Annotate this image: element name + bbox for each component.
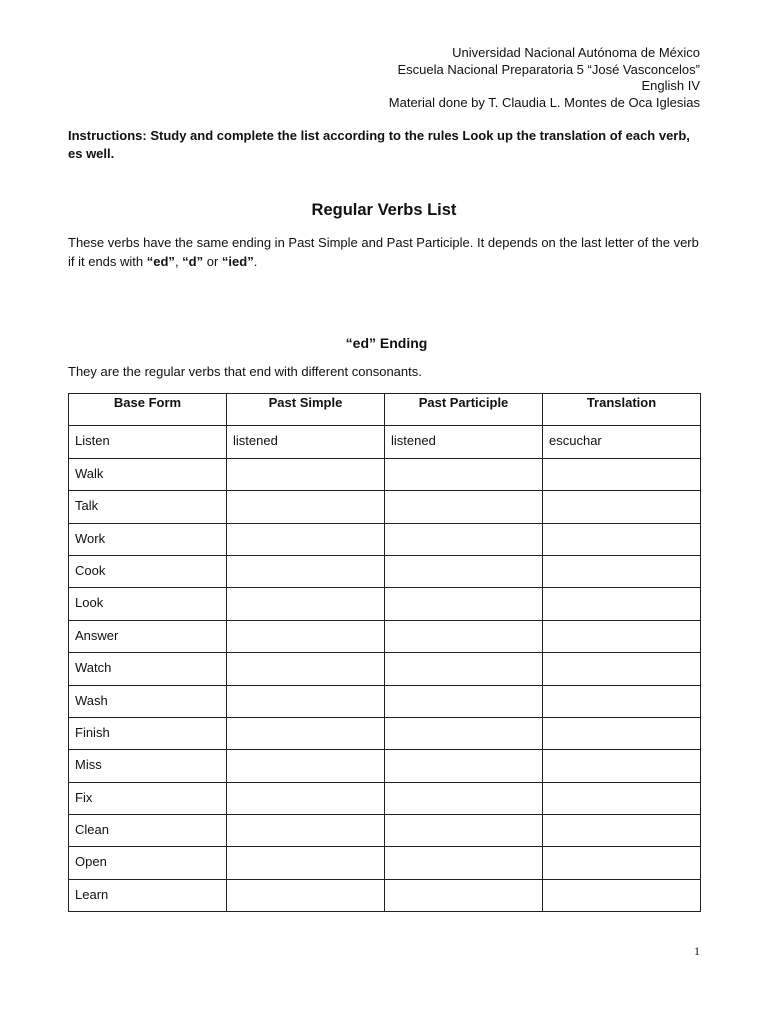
past-participle-cell[interactable] (385, 458, 543, 490)
base-form-cell: Open (69, 847, 227, 879)
past-participle-cell[interactable] (385, 685, 543, 717)
translation-cell[interactable] (543, 815, 701, 847)
table-row (69, 588, 701, 620)
past-simple-cell[interactable] (227, 620, 385, 652)
base-form-cell: Answer (69, 620, 227, 652)
course-name: English IV (641, 78, 700, 93)
table-row (69, 523, 701, 555)
translation-cell[interactable] (543, 458, 701, 490)
base-form-cell: Fix (69, 782, 227, 814)
base-form-cell: Clean (69, 815, 227, 847)
base-form-cell: Work (69, 523, 227, 555)
translation-cell[interactable] (543, 879, 701, 911)
table-row (69, 555, 701, 587)
base-form-cell: Listen (69, 426, 227, 458)
university-name: Universidad Nacional Autónoma de México (452, 45, 700, 60)
section-description: They are the regular verbs that end with different consonants. (68, 364, 422, 379)
past-participle-cell[interactable] (385, 491, 543, 523)
ending-ied: “ied” (221, 254, 254, 269)
translation-cell[interactable] (543, 653, 701, 685)
past-simple-cell[interactable] (227, 523, 385, 555)
table-row (69, 750, 701, 782)
translation-cell[interactable] (543, 523, 701, 555)
past-participle-cell[interactable] (385, 620, 543, 652)
past-participle-cell[interactable] (385, 782, 543, 814)
document-header (389, 45, 700, 111)
past-participle-cell[interactable] (385, 653, 543, 685)
instructions: Instructions: Study and complete the list according to the rules Look up the translation of each verb, es well. (68, 128, 690, 161)
past-participle-cell[interactable] (385, 523, 543, 555)
intro-or: or (203, 254, 222, 269)
past-simple-cell[interactable] (227, 879, 385, 911)
page-number: 1 (694, 944, 700, 958)
intro-text: These verbs have the same ending in Past Simple and Past Participle. It depends on the last letter of the verb if it ends with (68, 235, 699, 269)
table-row (69, 426, 701, 458)
past-participle-cell[interactable] (385, 815, 543, 847)
past-simple-cell[interactable] (227, 458, 385, 490)
translation-cell[interactable] (543, 588, 701, 620)
past-simple-cell[interactable] (227, 782, 385, 814)
header-past-participle: Past Participle (385, 394, 543, 426)
past-simple-cell[interactable] (227, 717, 385, 749)
translation-cell[interactable] (543, 782, 701, 814)
base-form-cell: Cook (69, 555, 227, 587)
base-form-cell: Look (69, 588, 227, 620)
past-simple-cell[interactable] (227, 815, 385, 847)
translation-cell[interactable] (543, 555, 701, 587)
base-form-cell: Talk (69, 491, 227, 523)
intro-period: . (253, 254, 258, 269)
table-row (69, 815, 701, 847)
base-form-cell: Walk (69, 458, 227, 490)
past-participle-cell[interactable] (385, 847, 543, 879)
verbs-table (68, 393, 701, 912)
base-form-cell: Learn (69, 879, 227, 911)
intro-paragraph (68, 233, 700, 271)
past-participle-cell[interactable] (385, 717, 543, 749)
past-simple-cell[interactable] (227, 653, 385, 685)
past-simple-cell[interactable] (227, 847, 385, 879)
past-simple-cell[interactable] (227, 555, 385, 587)
school-name: Escuela Nacional Preparatoria 5 “José Vasconcelos” (397, 61, 700, 77)
translation-cell[interactable] (543, 491, 701, 523)
table-header-row (69, 394, 701, 426)
page-title: Regular Verbs List (311, 201, 457, 219)
table-row (69, 717, 701, 749)
base-form-cell: Miss (69, 750, 227, 782)
table-row (69, 491, 701, 523)
translation-cell[interactable] (543, 685, 701, 717)
translation-cell[interactable]: escuchar (543, 426, 701, 458)
header-translation: Translation (543, 394, 701, 426)
past-simple-cell[interactable] (227, 750, 385, 782)
base-form-cell: Watch (69, 653, 227, 685)
table-row (69, 620, 701, 652)
past-simple-cell[interactable] (227, 685, 385, 717)
ending-d: “d” (182, 254, 204, 269)
header-base-form: Base Form (69, 394, 227, 426)
translation-cell[interactable] (543, 620, 701, 652)
table-row (69, 458, 701, 490)
past-participle-cell[interactable] (385, 879, 543, 911)
intro-comma: , (174, 254, 183, 269)
past-participle-cell[interactable] (385, 588, 543, 620)
past-simple-cell[interactable] (227, 491, 385, 523)
header-past-simple: Past Simple (227, 394, 385, 426)
author-line: Material done by T. Claudia L. Montes de Oca Iglesias (388, 94, 700, 110)
table-row (69, 653, 701, 685)
translation-cell[interactable] (543, 847, 701, 879)
past-participle-cell[interactable] (385, 555, 543, 587)
past-participle-cell[interactable] (385, 750, 543, 782)
table-row (69, 782, 701, 814)
table-row (69, 879, 701, 911)
table-row (69, 685, 701, 717)
table-row (69, 847, 701, 879)
past-simple-cell[interactable]: listened (227, 426, 385, 458)
translation-cell[interactable] (543, 717, 701, 749)
past-participle-cell[interactable]: listened (385, 426, 543, 458)
section-title: “ed” Ending (345, 335, 428, 351)
ending-ed: “ed” (146, 254, 175, 269)
past-simple-cell[interactable] (227, 588, 385, 620)
base-form-cell: Wash (69, 685, 227, 717)
translation-cell[interactable] (543, 750, 701, 782)
base-form-cell: Finish (69, 717, 227, 749)
